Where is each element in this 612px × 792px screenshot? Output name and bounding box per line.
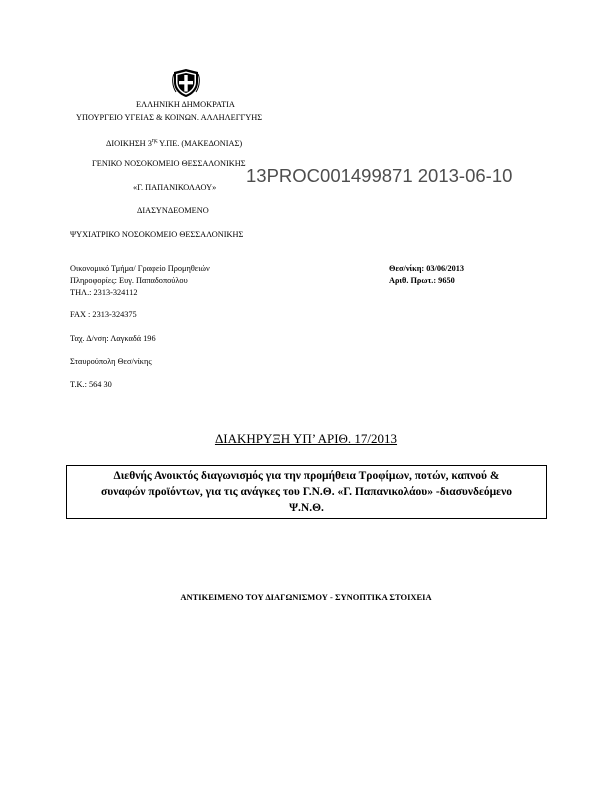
document-title: ΔΙΑΚΗΡΥΞΗ ΥΠ’ ΑΡΙΘ. 17/2013 xyxy=(214,431,398,446)
contact-postal-code: Τ.Κ.: 564 30 xyxy=(70,380,112,389)
contact-address: Ταχ. Δ/νση: Λαγκαδά 196 xyxy=(70,334,156,343)
header-psychiatric: ΨΥΧΙΑΤΡΙΚΟ ΝΟΣΟΚΟΜΕΙΟ ΘΕΣΣΑΛΟΝΙΚΗΣ xyxy=(70,230,244,239)
subject-heading: ΑΝΤΙΚΕΙΜΕΝΟ ΤΟΥ ΔΙΑΓΩΝΙΣΜΟΥ - ΣΥΝΟΠΤΙΚΑ ΣΤΟΙΧΕΙΑ xyxy=(180,592,432,602)
tender-line-1: Διεθνής Ανοικτός διαγωνισμός για την προμήθεια Τροφίμων, ποτών, καπνού & xyxy=(113,470,500,482)
contact-department: Οικονομικό Τμήμα/ Γραφείο Προμηθειών xyxy=(70,264,210,273)
tender-line-2: συναφών προϊόντων, για τις ανάγκες του Γ.Ν.Θ. «Γ. Παπανικολάου» -διασυνδεόμενο xyxy=(101,486,512,498)
contact-fax: FAX : 2313-324375 xyxy=(70,310,137,319)
registry-stamp: 13PROC001499871 2013-06-10 xyxy=(246,165,513,186)
contact-city: Σταυρούπολη Θεσ/νίκης xyxy=(70,357,152,366)
contact-info: Πληροφορίες: Ευγ. Παπαδοπούλου xyxy=(70,276,188,285)
contact-phone: ΤΗΛ.: 2313-324112 xyxy=(70,288,138,297)
header-republic: ΕΛΛΗΝΙΚΗ ΔΗΜΟΚΡΑΤΙΑ xyxy=(136,100,235,109)
header-administration: ΔΙΟΙΚΗΣΗ $3^{\eta\varsigma}$ Υ.ΠΕ. (ΜΑΚΕΔΟΝΙΑΣ) xyxy=(106,138,243,148)
greek-state-emblem-icon xyxy=(171,68,201,98)
tender-description-box xyxy=(66,465,547,519)
header-connected: ΔΙΑΣΥΝΔΕΟΜΕΝΟ xyxy=(137,206,209,215)
document-date: Θεσ/νίκη: 03/06/2013 xyxy=(389,264,465,273)
protocol-number: Αριθ. Πρωτ.: 9650 xyxy=(389,276,455,285)
header-hospital-name: «Γ. ΠΑΠΑΝΙΚΟΛΑΟΥ» xyxy=(133,183,217,192)
tender-line-3: Ψ.Ν.Θ. xyxy=(289,502,324,514)
header-hospital: ΓΕΝΙΚΟ ΝΟΣΟΚΟΜΕΙΟ ΘΕΣΣΑΛΟΝΙΚΗΣ xyxy=(92,159,246,168)
header-ministry: ΥΠΟΥΡΓΕΙΟ ΥΓΕΙΑΣ & ΚΟΙΝΩΝ. ΑΛΛΗΛΕΓΓΥΗΣ xyxy=(76,113,263,122)
